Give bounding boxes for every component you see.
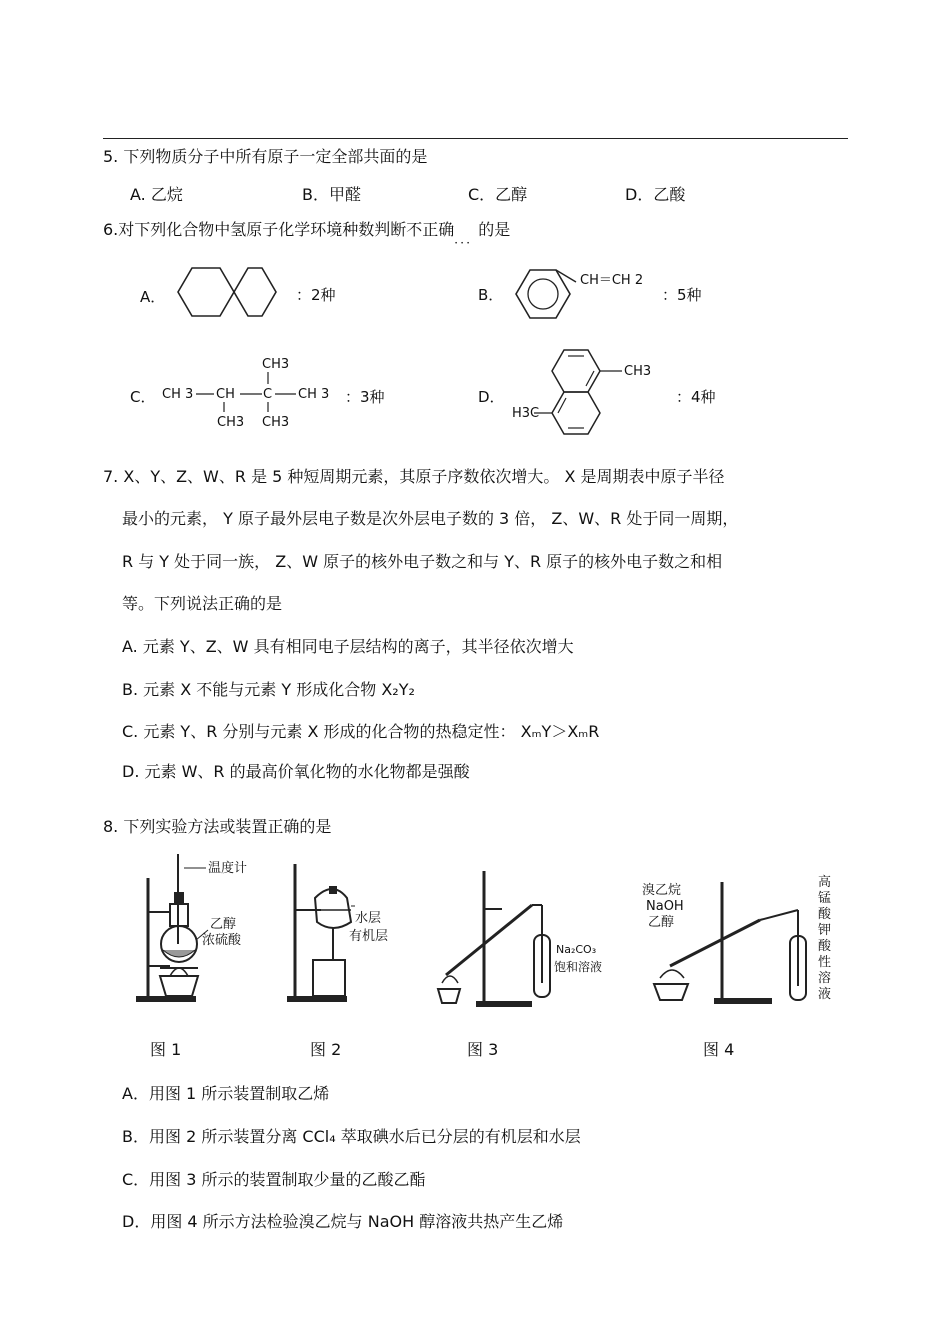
fig3-na2co3-label: Na₂CO₃ bbox=[556, 943, 597, 956]
q7-line-1: 7. X、Y、Z、W、R 是 5 种短周期元素，其原子序数依次增大。 X 是周期表中原子半径 bbox=[103, 467, 725, 486]
c-ch3-bottom-right: CH3 bbox=[262, 415, 290, 430]
figure-2-apparatus bbox=[285, 858, 415, 1008]
q5-option-d: D．乙酸 bbox=[625, 185, 686, 204]
q8-option-b: B．用图 2 所示装置分离 CCl₄ 萃取碘水后已分层的有机层和水层 bbox=[122, 1127, 581, 1146]
c-ch3-right: CH 3 bbox=[298, 387, 330, 402]
fig1-thermometer-label: 温度计 bbox=[208, 861, 248, 876]
svg-text:液: 液 bbox=[818, 987, 832, 1002]
figure-2-caption: 图 2 bbox=[310, 1040, 342, 1059]
svg-text:钾: 钾 bbox=[818, 923, 832, 938]
q7-line-4: 等。下列说法正确的是 bbox=[122, 594, 283, 613]
fig4-reagent-1: 溴乙烷 bbox=[642, 883, 682, 898]
d-h3c-label: H3C bbox=[512, 406, 540, 421]
q6d-letter: D． bbox=[478, 388, 505, 406]
q5-option-c: C．乙醇 bbox=[468, 185, 528, 204]
fig2-water-label: 水层 bbox=[355, 911, 382, 926]
c-ch: CH bbox=[216, 387, 235, 402]
q7-option-b: B. 元素 X 不能与元素 Y 形成化合物 X₂Y₂ bbox=[122, 680, 415, 699]
styrene-vinyl-label: CH＝CH 2 bbox=[580, 273, 644, 288]
figure-3-caption: 图 3 bbox=[467, 1040, 499, 1059]
q6a-answer: ：2种 bbox=[296, 286, 336, 304]
q6c-letter: C． bbox=[130, 388, 156, 406]
dimethylnaphthalene-structure bbox=[510, 344, 670, 442]
svg-text:高: 高 bbox=[818, 875, 832, 890]
svg-text:酸: 酸 bbox=[818, 907, 832, 922]
q7-option-a: A. 元素 Y、Z、W 具有相同电子层结构的离子，其半径依次增大 bbox=[122, 637, 574, 656]
q5-option-a: A. 乙烷 bbox=[130, 185, 183, 204]
figure-1-caption: 图 1 bbox=[150, 1040, 182, 1059]
q5-option-b: B．甲醛 bbox=[302, 185, 361, 204]
svg-text:性: 性 bbox=[818, 955, 832, 970]
c-quaternary: C bbox=[263, 387, 273, 402]
fig4-side-label bbox=[818, 874, 832, 1002]
q8-option-a: A．用图 1 所示装置制取乙烯 bbox=[122, 1084, 330, 1103]
q6c-answer: ：3种 bbox=[345, 388, 385, 406]
q6b-letter: B． bbox=[478, 286, 504, 304]
svg-text:锰: 锰 bbox=[818, 891, 832, 906]
c-ch3-bottom-left: CH3 bbox=[217, 415, 245, 430]
styrene-structure bbox=[510, 262, 660, 324]
svg-text:溶: 溶 bbox=[818, 971, 832, 986]
q7-option-d: D. 元素 W、R 的最高价氧化物的水化物都是强酸 bbox=[122, 762, 470, 781]
fig1-ethanol-label: 乙醇 bbox=[210, 917, 237, 932]
fig3-saturated-label: 饱和溶液 bbox=[554, 960, 603, 974]
figure-1-apparatus bbox=[130, 848, 260, 1008]
c-ch3-left: CH 3 bbox=[162, 387, 194, 402]
figure-4-apparatus bbox=[640, 876, 840, 1016]
q7-option-c: C. 元素 Y、R 分别与元素 X 形成的化合物的热稳定性： XₘY＞XₘR bbox=[122, 722, 600, 741]
svg-text:酸: 酸 bbox=[818, 939, 832, 954]
fig4-reagent-2: NaOH bbox=[646, 899, 684, 914]
d-ch3-label: CH3 bbox=[624, 364, 652, 379]
q6-emphasis-dots: ．．． bbox=[454, 232, 479, 246]
decalin-structure bbox=[170, 262, 280, 322]
isopentane-structure bbox=[160, 350, 340, 434]
q6a-letter: A． bbox=[140, 288, 166, 306]
fig2-organic-label: 有机层 bbox=[349, 929, 389, 944]
q7-line-3: R 与 Y 处于同一族， Z、W 原子的核外电子数之和与 Y、R 原子的核外电子数之和相 bbox=[122, 552, 723, 571]
q6-stem bbox=[103, 217, 511, 246]
fig4-reagent-3: 乙醇 bbox=[648, 915, 675, 930]
q6-stem-text: 6.对下列化合物中氢原子化学环境种数判断不正确 bbox=[103, 220, 455, 239]
q8-stem: 8. 下列实验方法或装置正确的是 bbox=[103, 817, 332, 836]
header-rule bbox=[103, 138, 848, 139]
q6-stem-end: 的是 bbox=[478, 220, 511, 239]
figure-4-caption: 图 4 bbox=[703, 1040, 735, 1059]
q8-option-d: D．用图 4 所示方法检验溴乙烷与 NaOH 醇溶液共热产生乙烯 bbox=[122, 1212, 564, 1231]
q5-stem: 5. 下列物质分子中所有原子一定全部共面的是 bbox=[103, 147, 428, 166]
q7-line-2: 最小的元素， Y 原子最外层电子数是次外层电子数的 3 倍， Z、W、R 处于同一周期， bbox=[122, 509, 739, 528]
q6b-answer: ：5种 bbox=[662, 286, 702, 304]
fig1-acid-label: 浓硫酸 bbox=[202, 933, 242, 948]
figure-3-apparatus bbox=[436, 865, 603, 1015]
c-ch3-top: CH3 bbox=[262, 357, 290, 372]
q6d-answer: ：4种 bbox=[676, 388, 716, 406]
q8-option-c: C．用图 3 所示的装置制取少量的乙酸乙酯 bbox=[122, 1170, 426, 1189]
